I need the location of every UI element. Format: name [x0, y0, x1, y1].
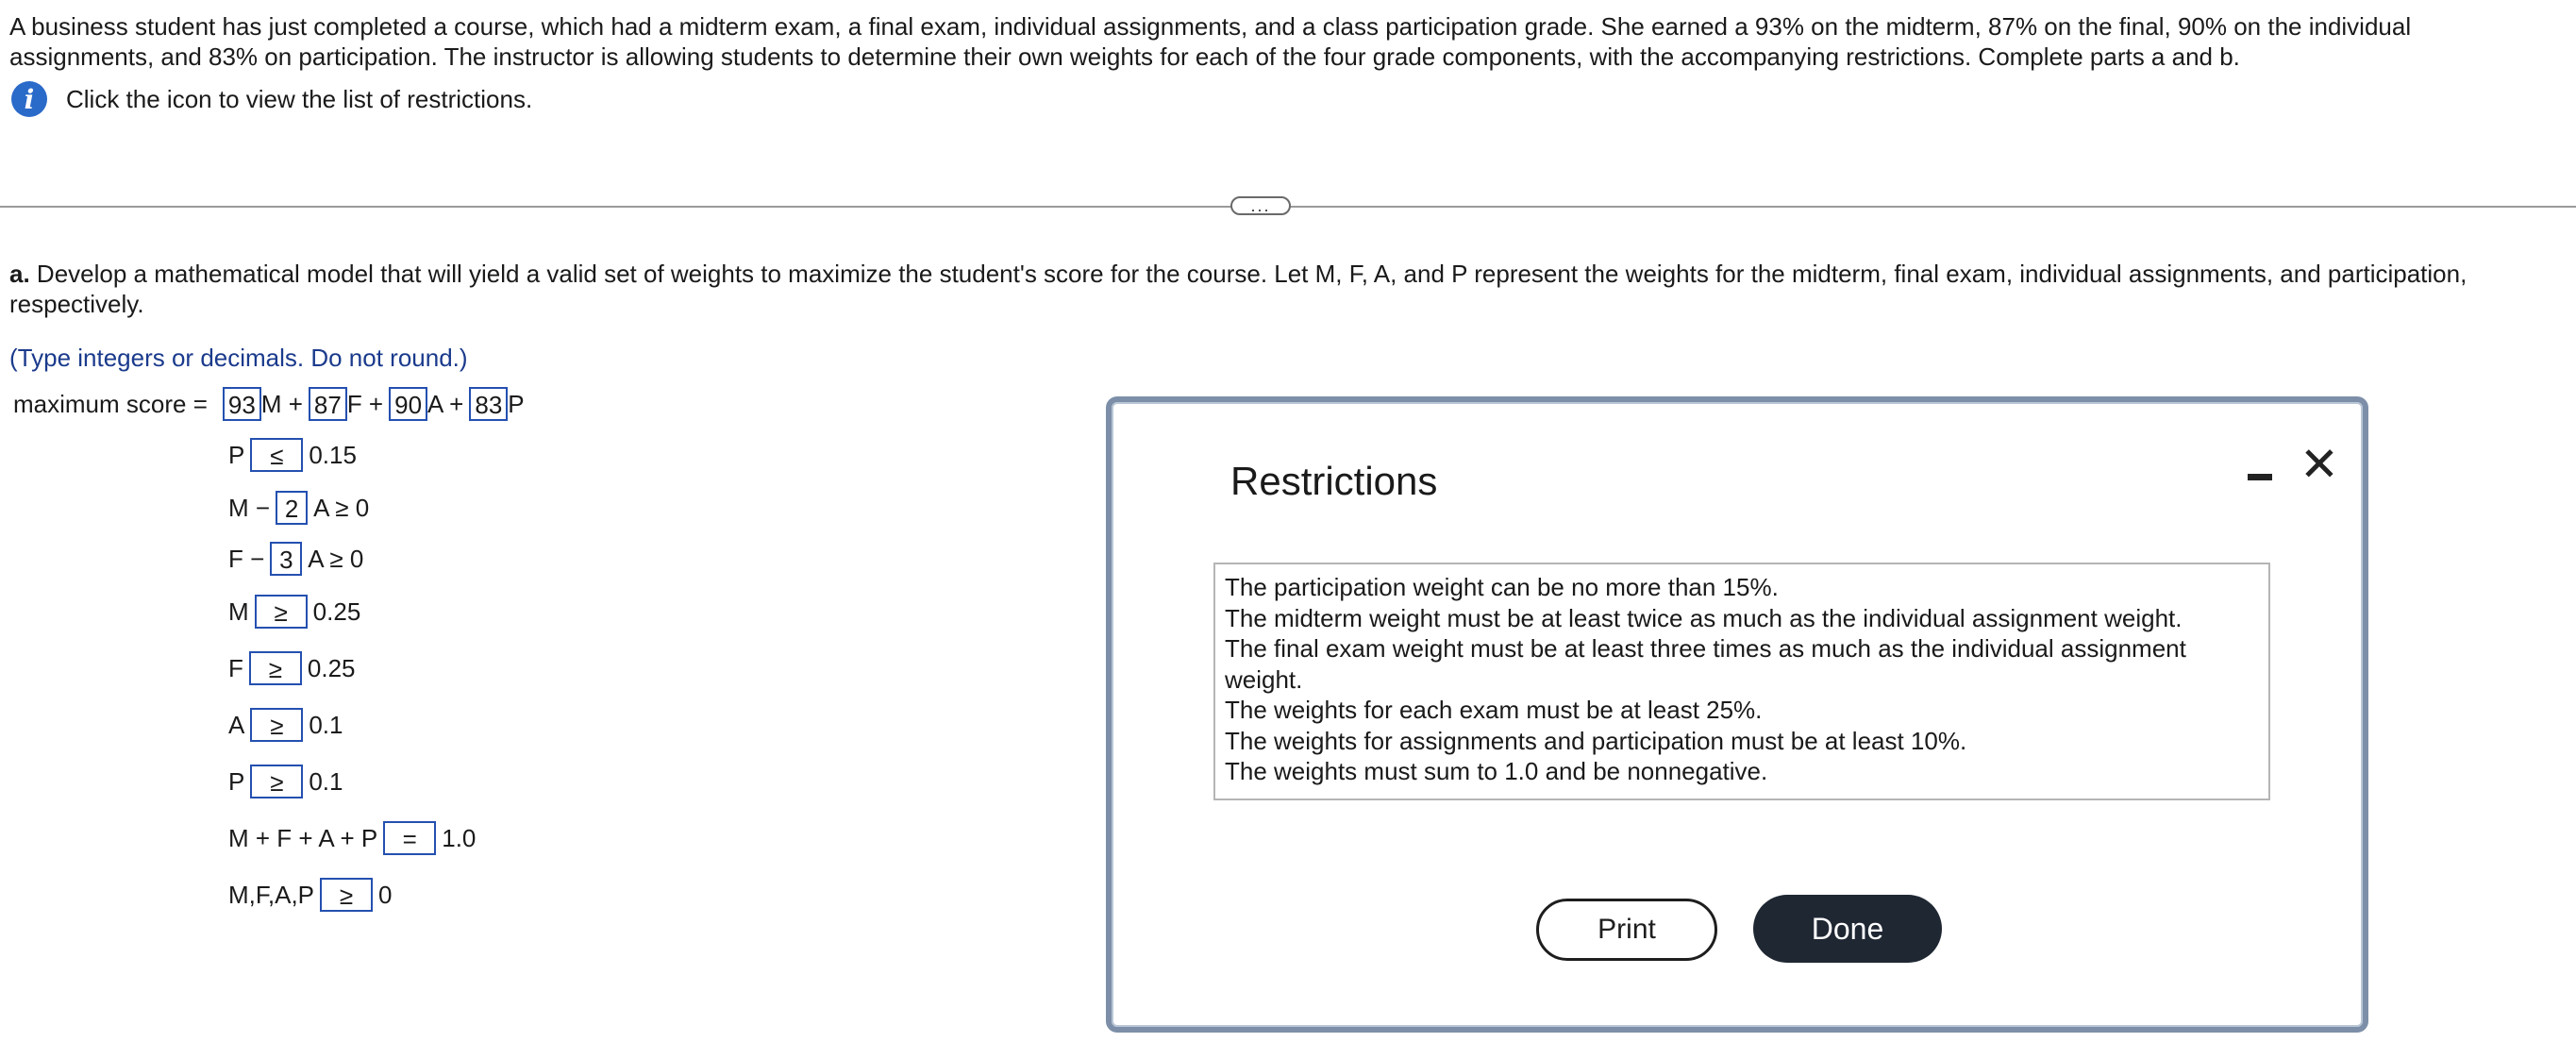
coef-a-input[interactable]: 90: [389, 387, 427, 421]
var-a: A +: [427, 389, 464, 418]
constraint-input[interactable]: ≥: [320, 878, 373, 912]
constraint-row: [228, 706, 343, 744]
constraint-lhs: M + F + A + P: [228, 823, 378, 852]
constraint-rhs: 0.25: [307, 653, 356, 682]
constraint-input[interactable]: =: [383, 821, 436, 855]
part-a-label: a.: [9, 260, 30, 288]
constraint-lhs: F: [228, 653, 243, 682]
objective-label: maximum score =: [13, 389, 208, 418]
constraint-input[interactable]: 3: [270, 542, 302, 576]
coef-m-input[interactable]: 93: [223, 387, 261, 421]
constraint-rhs: 0.1: [309, 766, 343, 796]
constraint-lhs: P: [228, 440, 245, 469]
info-text: Click the icon to view the list of restrictions.: [66, 84, 533, 113]
constraint-rhs: 0.15: [309, 440, 357, 469]
minimize-icon[interactable]: [2244, 455, 2278, 489]
constraint-row: [228, 876, 392, 914]
problem-statement: A business student has just completed a course, which had a midterm exam, a final exam, individual assignments, and a class participation grade. She earned a 93% on the midterm, 87% on the final, 90% on the individual assignments, and 83% on participation. The instructor is allowing students to determine their own weights for each of the four grade components, with the accompanying restrictions. Complete parts a and b.: [9, 12, 2412, 71]
constraint-lhs: M,F,A,P: [228, 880, 315, 909]
constraint-row: [228, 436, 357, 474]
answer-instruction: (Type integers or decimals. Do not round.): [9, 344, 468, 372]
objective-row: [13, 385, 525, 423]
expand-more-button[interactable]: ...: [1230, 196, 1291, 215]
constraint-lhs: M −: [228, 493, 271, 522]
info-icon[interactable]: i: [11, 81, 47, 117]
restriction-item: The midterm weight must be at least twice as much as the individual assignment weight.: [1225, 603, 2183, 632]
close-icon[interactable]: ✕: [2300, 438, 2339, 491]
restriction-item: The participation weight can be no more than 15%.: [1225, 573, 1779, 601]
constraint-rhs: A ≥ 0: [313, 493, 370, 522]
coef-f-input[interactable]: 87: [309, 387, 347, 421]
constraint-row: [228, 593, 360, 630]
constraint-row: [228, 763, 343, 800]
constraint-row: [228, 819, 476, 857]
constraint-row: [228, 540, 363, 578]
coef-p-input[interactable]: 83: [469, 387, 508, 421]
restriction-item: The final exam weight must be at least three times as much as the individual assignment weight.: [1225, 634, 2186, 694]
constraint-lhs: F −: [228, 544, 265, 573]
print-button[interactable]: Print: [1536, 899, 1717, 961]
constraint-row: [228, 489, 369, 527]
constraint-input[interactable]: 2: [276, 491, 308, 525]
restriction-item: The weights for assignments and participation must be at least 10%.: [1225, 726, 1967, 755]
var-m: M +: [260, 389, 303, 418]
constraint-rhs: 0.1: [309, 710, 343, 739]
constraint-row: [228, 649, 356, 687]
dialog-title: Restrictions: [1230, 459, 1438, 503]
constraint-rhs: 0: [378, 880, 393, 909]
constraint-lhs: P: [228, 766, 245, 796]
constraint-input[interactable]: ≥: [249, 651, 302, 685]
restriction-item: The weights for each exam must be at least 25%.: [1225, 696, 1763, 724]
constraint-rhs: 0.25: [312, 597, 361, 626]
constraint-rhs: A ≥ 0: [308, 544, 364, 573]
part-a-prompt: [9, 259, 2557, 319]
constraint-lhs: A: [228, 710, 245, 739]
restrictions-info-row: [11, 81, 532, 117]
constraint-rhs: 1.0: [442, 823, 477, 852]
var-f: F +: [346, 389, 384, 418]
done-button[interactable]: Done: [1753, 895, 1942, 963]
constraint-lhs: M: [228, 597, 249, 626]
var-p: P: [508, 389, 525, 418]
part-a-text: Develop a mathematical model that will yield a valid set of weights to maximize the student's score for the course. Let M, F, A, and P represent the weights for the midterm, final exam, individual assignments, and participation, respectively.: [9, 260, 2467, 318]
constraint-input[interactable]: ≤: [250, 438, 303, 472]
restrictions-list: [1213, 563, 2270, 800]
restrictions-dialog: [1106, 396, 2368, 1033]
constraint-input[interactable]: ≥: [255, 595, 308, 629]
restriction-item: The weights must sum to 1.0 and be nonnegative.: [1225, 757, 1768, 785]
constraint-input[interactable]: ≥: [250, 765, 303, 798]
constraint-input[interactable]: ≥: [250, 708, 303, 742]
